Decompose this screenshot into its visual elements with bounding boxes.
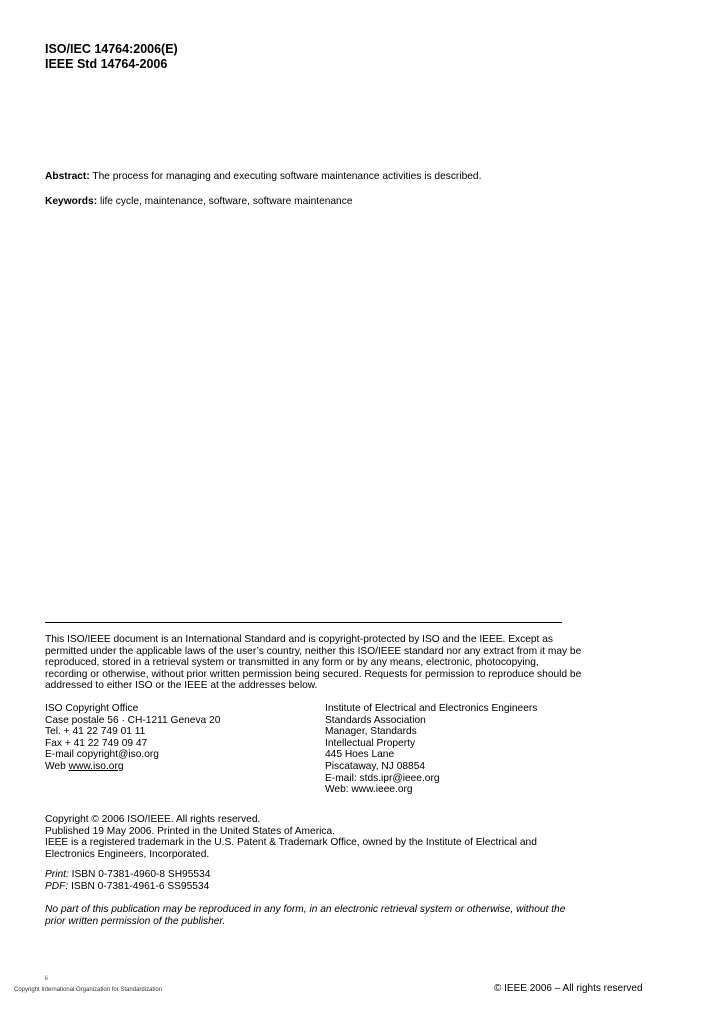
- footer-copyright-left: Copyright International Organization for Standardization: [14, 987, 163, 993]
- iso-address-line: Fax + 41 22 749 09 47: [45, 737, 148, 749]
- ieee-address: [325, 703, 537, 796]
- isbn-pdf-value: ISBN 0-7381-4961-6 SS95534: [71, 880, 210, 892]
- iso-address-line: ISO Copyright Office: [45, 703, 139, 714]
- divider-rule: [45, 622, 562, 623]
- reproduction-line: No part of this publication may be reproduced in any form, in an electronic retrieval system or otherwise, without the: [45, 904, 566, 915]
- ieee-address-line: Standards Association: [325, 714, 426, 726]
- notice-line: permitted under the applicable laws of the user’s country, neither this ISO/IEEE standard nor any extract from it may be: [45, 645, 582, 657]
- copyright-line: IEEE is a registered trademark in the U.S. Patent & Trademark Office, owned by the Institute of Electrical and: [45, 837, 537, 849]
- notice-line: recording or otherwise, without prior written permission being secured. Requests for permission to reproduce should be: [45, 668, 582, 680]
- copyright-notice: [45, 634, 582, 692]
- document-header: [45, 42, 178, 72]
- copyright-line: Electronics Engineers, Incorporated.: [45, 848, 210, 860]
- isbn-pdf-label: PDF:: [45, 880, 69, 892]
- copyright-line: Copyright © 2006 ISO/IEEE. All rights reserved.: [45, 814, 261, 825]
- ieee-address-line: 445 Hoes Lane: [325, 749, 395, 761]
- abstract-label: Abstract:: [45, 171, 90, 182]
- iso-address-line: Case postale 56 · CH-1211 Geneva 20: [45, 714, 221, 726]
- isbn-print-label: Print:: [45, 869, 69, 880]
- ieee-address-line: Institute of Electrical and Electronics Engineers: [325, 703, 538, 714]
- isbn-pdf: [45, 881, 210, 893]
- notice-line: addressed to either ISO or the IEEE at the addresses below.: [45, 680, 318, 692]
- iso-web-label: Web: [45, 760, 66, 772]
- ieee-address-line: Piscataway, NJ 08854: [325, 760, 426, 772]
- reproduction-notice: [45, 904, 565, 927]
- ieee-address-line: Intellectual Property: [325, 737, 416, 749]
- isbn-print-value: ISBN 0-7381-4960-8 SH95534: [71, 869, 211, 880]
- copyright-block: [45, 814, 537, 860]
- page-number: ii: [45, 976, 48, 982]
- abstract-text: The process for managing and executing software maintenance activities is described.: [92, 171, 482, 182]
- iso-web-link[interactable]: www.iso.org: [68, 760, 124, 772]
- standard-number-ieee: IEEE Std 14764-2006: [45, 57, 168, 71]
- iso-address-line: Tel. + 41 22 749 01 11: [45, 726, 146, 738]
- ieee-address-line: Web: www.ieee.org: [325, 784, 413, 796]
- copyright-line: Published 19 May 2006. Printed in the United States of America.: [45, 825, 335, 837]
- ieee-address-line: Manager, Standards: [325, 726, 417, 738]
- notice-line: This ISO/IEEE document is an International Standard and is copyright-protected by ISO and the IEEE. Except as: [45, 634, 553, 645]
- keywords-label: Keywords:: [45, 196, 98, 207]
- iso-address: [45, 703, 220, 773]
- keywords-text: life cycle, maintenance, software, software maintenance: [99, 196, 353, 207]
- iso-address-line: E-mail copyright@iso.org: [45, 749, 159, 761]
- reproduction-line: prior written permission of the publisher.: [45, 915, 226, 927]
- keywords: [45, 196, 353, 208]
- footer-copyright-right: © IEEE 2006 – All rights reserved: [494, 983, 643, 994]
- notice-line: reproduced, stored in a retrieval system or transmitted in any form or by any means, electronic, photocopying,: [45, 657, 539, 669]
- standard-number-iso: ISO/IEC 14764:2006(E): [45, 42, 178, 56]
- isbn-print: [45, 869, 210, 881]
- ieee-address-line: E-mail: stds.ipr@ieee.org: [325, 772, 440, 784]
- isbn-block: [45, 869, 210, 892]
- abstract: [45, 171, 481, 183]
- iso-web: [45, 761, 220, 773]
